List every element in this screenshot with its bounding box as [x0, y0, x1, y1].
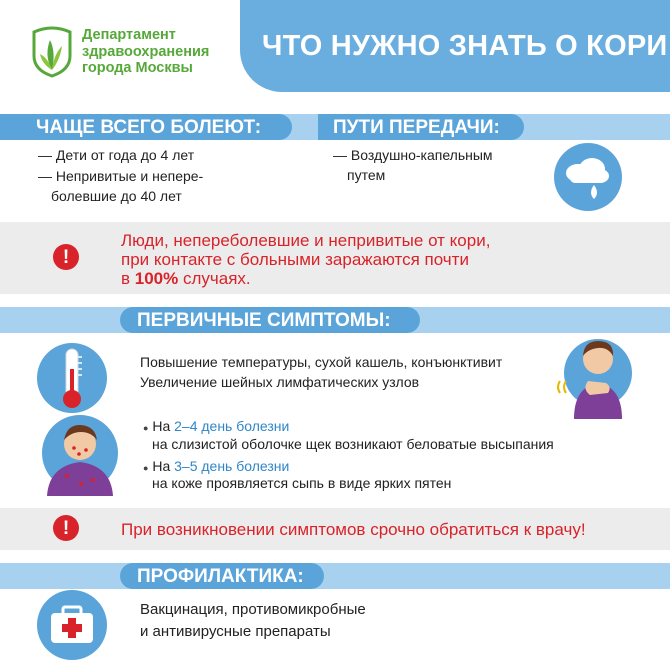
stage-1-days: 2–4 день болезни: [174, 418, 290, 434]
symptom-lymph-nodes: Увеличение шейных лимфатических узлов: [140, 374, 420, 390]
warning-icon: !: [53, 244, 79, 270]
heading-at-risk: ЧАЩЕ ВСЕГО БОЛЕЮТ:: [36, 117, 262, 138]
risk-item-unvaccinated-2: болевшие до 40 лет: [51, 188, 182, 204]
cloud-droplet-icon: [554, 143, 622, 211]
risk-item-children: — Дети от года до 4 лет: [38, 147, 195, 163]
bullet-icon: ●: [143, 423, 149, 433]
stage-1-prefix: На: [152, 418, 175, 434]
prevention-line-2: и антивирусные препараты: [140, 623, 331, 640]
warning-icon: !: [53, 515, 79, 541]
warning-doctor-text: При возникновении симптомов срочно обратиться к врачу!: [121, 520, 586, 539]
symptom-stage-1-desc: на слизистой оболочке щек возникают беловатые высыпания: [152, 436, 554, 452]
page-title: ЧТО НУЖНО ЗНАТЬ О КОРИ: [262, 30, 668, 62]
warning-contact-line-3: [121, 269, 251, 289]
bullet-icon: ●: [143, 463, 149, 473]
section-band-prevention: [0, 563, 670, 589]
coughing-person-illustration: [552, 323, 638, 419]
stage-2-prefix: На: [152, 458, 175, 474]
warning-contact-percent: 100%: [134, 269, 179, 288]
warning-contact-line-1: Люди, непереболевшие и непривитые от кори,: [121, 231, 491, 250]
stage-2-days: 3–5 день болезни: [174, 458, 290, 474]
symptom-stage-2-desc: на коже проявляется сыпь в виде ярких пятен: [152, 475, 452, 491]
prevention-line-1: Вакцинация, противомикробные: [140, 601, 366, 618]
transmission-line-2: путем: [347, 167, 386, 183]
transmission-line-1: — Воздушно-капельным: [333, 147, 493, 163]
thermometer-icon: [37, 343, 107, 413]
first-aid-kit-icon: [37, 590, 107, 660]
org-line-2: здравоохранения: [82, 43, 210, 60]
symptom-fever-cough: Повышение температуры, сухой кашель, конъюнктивит: [140, 354, 503, 370]
department-logo: [30, 26, 74, 78]
warning-contact-prefix: в: [121, 269, 135, 288]
sick-child-illustration: [37, 410, 123, 496]
risk-item-unvaccinated-1: — Непривитые и непере-: [38, 168, 204, 184]
org-line-3: города Москвы: [82, 60, 193, 76]
warning-contact-line-2: при контакте с больными заражаются почти: [121, 250, 469, 269]
org-line-1: Департамент: [82, 27, 176, 43]
heading-symptoms: ПЕРВИЧНЫЕ СИМПТОМЫ:: [137, 310, 391, 331]
warning-contact-suffix: случаях.: [178, 269, 251, 288]
heading-transmission: ПУТИ ПЕРЕДАЧИ:: [333, 117, 500, 138]
organization-name: [82, 27, 209, 77]
heading-prevention: ПРОФИЛАКТИКА:: [137, 566, 304, 587]
